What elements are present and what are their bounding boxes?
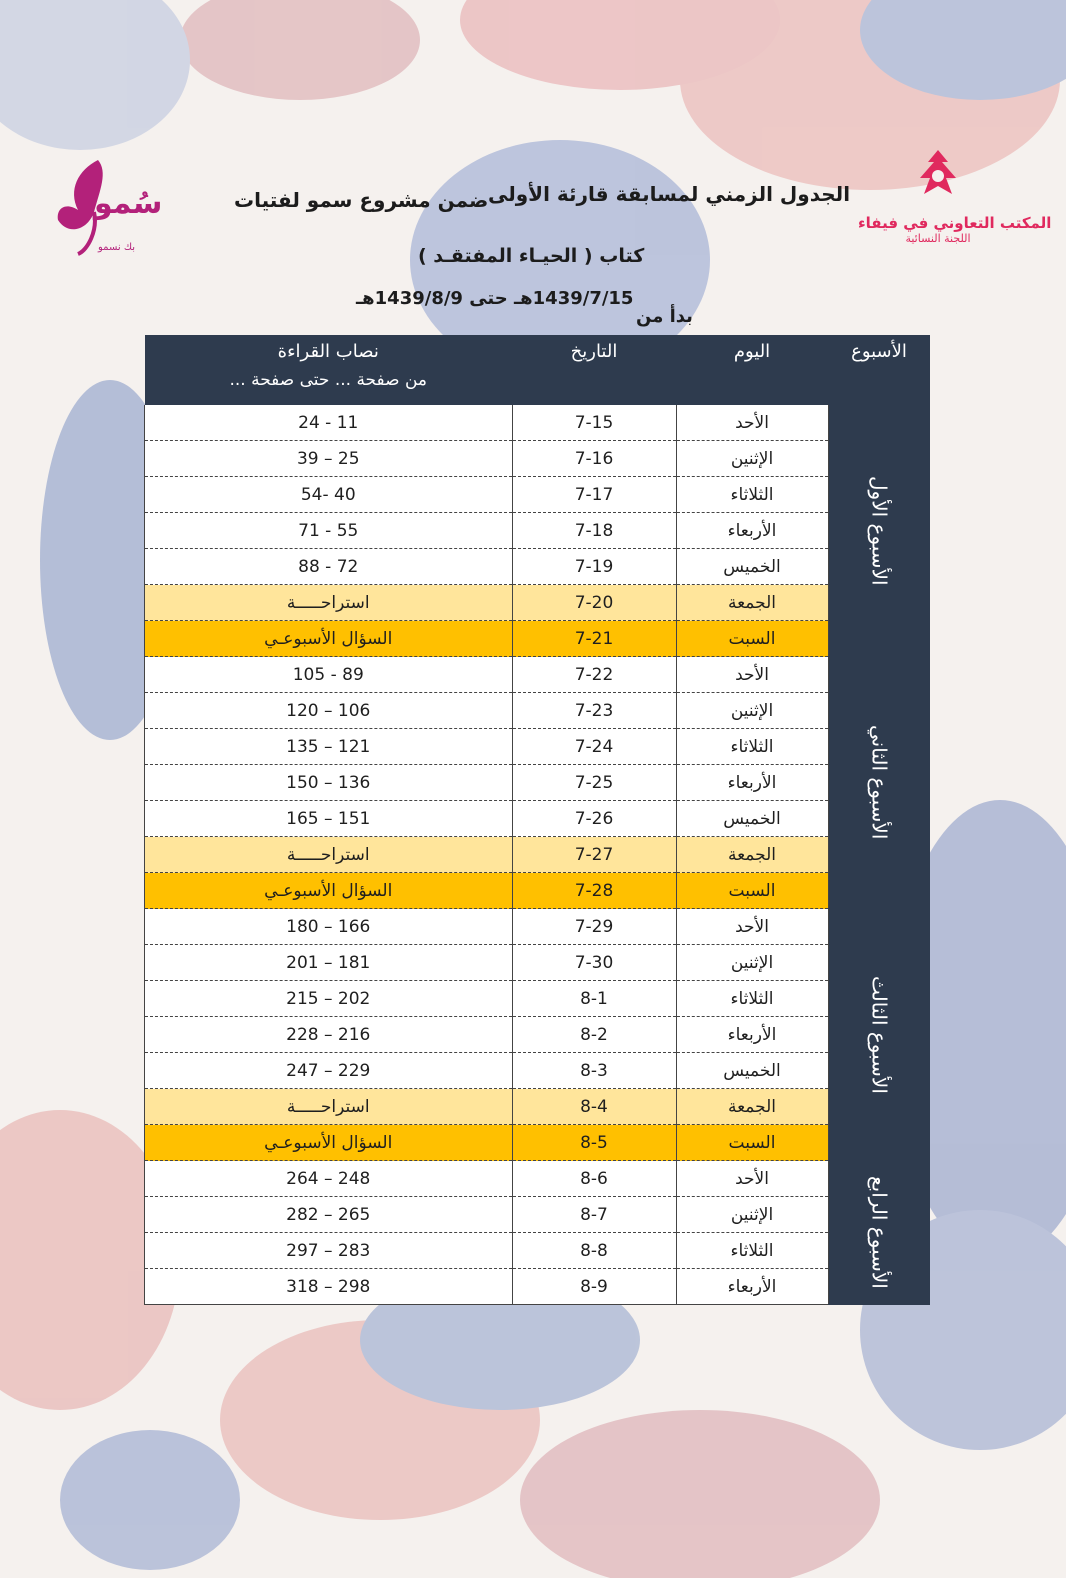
- day-cell: الجمعة: [676, 585, 828, 621]
- project-brand: سُمو: [94, 186, 163, 221]
- pages-cell: 298 – 318: [145, 1269, 513, 1305]
- table-row: [145, 405, 931, 441]
- page-title-continued: ضمن مشروع سمو لفتيات: [234, 188, 489, 212]
- table-row: [145, 873, 931, 909]
- date-cell: 7-29: [512, 909, 676, 945]
- table-row: [145, 477, 931, 513]
- pages-cell: 151 – 165: [145, 801, 513, 837]
- date-cell: 8-6: [512, 1161, 676, 1197]
- table-row: [145, 1161, 931, 1197]
- pages-cell: 25 – 39: [145, 441, 513, 477]
- week-label-cell: [828, 657, 930, 909]
- header-pages-label: نصاب القراءة: [277, 341, 379, 362]
- table-row: [145, 765, 931, 801]
- pages-cell: 216 – 228: [145, 1017, 513, 1053]
- start-label: بدأ من: [636, 306, 693, 327]
- table-row: [145, 801, 931, 837]
- date-cell: 7-28: [512, 873, 676, 909]
- pages-cell: 55 - 71: [145, 513, 513, 549]
- day-cell: الثلاثاء: [676, 1233, 828, 1269]
- day-cell: الخميس: [676, 801, 828, 837]
- pages-cell: استراحـــــة: [145, 837, 513, 873]
- pages-cell: 166 – 180: [145, 909, 513, 945]
- pages-cell: استراحـــــة: [145, 585, 513, 621]
- date-cell: 8-1: [512, 981, 676, 1017]
- date-cell: 7-27: [512, 837, 676, 873]
- day-cell: الجمعة: [676, 837, 828, 873]
- date-cell: 7-26: [512, 801, 676, 837]
- day-cell: الأربعاء: [676, 765, 828, 801]
- date-cell: 8-5: [512, 1125, 676, 1161]
- organization-subtitle: اللجنة النسائية: [905, 232, 971, 245]
- date-cell: 7-22: [512, 657, 676, 693]
- table-row: [145, 1125, 931, 1161]
- table-row: [145, 585, 931, 621]
- date-cell: 7-21: [512, 621, 676, 657]
- day-cell: الخميس: [676, 549, 828, 585]
- pages-cell: 202 – 215: [145, 981, 513, 1017]
- organization-logo: [858, 148, 1052, 258]
- table-row: [145, 1089, 931, 1125]
- week-label-cell: [828, 1161, 930, 1305]
- day-cell: الثلاثاء: [676, 477, 828, 513]
- pages-cell: 89 - 105: [145, 657, 513, 693]
- pages-cell: 40 -54: [145, 477, 513, 513]
- project-tagline: بك نسمو: [98, 242, 136, 253]
- day-cell: السبت: [676, 621, 828, 657]
- day-cell: السبت: [676, 873, 828, 909]
- table-row: [145, 1269, 931, 1305]
- date-range: 1439/7/15هـ حتى 1439/8/9هـ: [356, 288, 634, 309]
- date-cell: 7-24: [512, 729, 676, 765]
- date-cell: 7-30: [512, 945, 676, 981]
- day-cell: الأربعاء: [676, 513, 828, 549]
- day-cell: الأحد: [676, 657, 828, 693]
- date-cell: 7-20: [512, 585, 676, 621]
- pages-cell: 283 – 297: [145, 1233, 513, 1269]
- date-cell: 7-25: [512, 765, 676, 801]
- header-pages-sublabel: من صفحة ... حتى صفحة ...: [229, 370, 428, 390]
- pages-cell: 121 – 135: [145, 729, 513, 765]
- header-day: اليوم: [676, 335, 828, 405]
- day-cell: الأحد: [676, 909, 828, 945]
- week-label-cell: [828, 909, 930, 1161]
- table-row: [145, 549, 931, 585]
- table-row: [145, 657, 931, 693]
- organization-name: المكتب التعاوني في فيفاء: [858, 214, 1052, 232]
- day-cell: السبت: [676, 1125, 828, 1161]
- day-cell: الجمعة: [676, 1089, 828, 1125]
- day-cell: الإثنين: [676, 693, 828, 729]
- date-cell: 7-17: [512, 477, 676, 513]
- date-cell: 7-19: [512, 549, 676, 585]
- day-cell: الثلاثاء: [676, 981, 828, 1017]
- header-week: الأسبوع: [828, 335, 930, 405]
- pages-cell: 248 – 264: [145, 1161, 513, 1197]
- table-row: [145, 729, 931, 765]
- table-row: [145, 909, 931, 945]
- day-cell: الأربعاء: [676, 1017, 828, 1053]
- pages-cell: استراحـــــة: [145, 1089, 513, 1125]
- table-row: [145, 945, 931, 981]
- pages-cell: 229 – 247: [145, 1053, 513, 1089]
- pages-cell: 136 – 150: [145, 765, 513, 801]
- date-cell: 7-16: [512, 441, 676, 477]
- pages-cell: 181 – 201: [145, 945, 513, 981]
- table-row: [145, 1233, 931, 1269]
- table-row: [145, 513, 931, 549]
- pages-cell: السؤال الأسبوعـي: [145, 873, 513, 909]
- week-label: الأسبوع الأول: [867, 475, 892, 586]
- organization-emblem-icon: [912, 148, 964, 204]
- week-label: الأسبوع الثاني: [867, 725, 892, 840]
- header-pages: [145, 335, 513, 405]
- pages-cell: السؤال الأسبوعـي: [145, 621, 513, 657]
- pages-cell: السؤال الأسبوعـي: [145, 1125, 513, 1161]
- date-cell: 7-15: [512, 405, 676, 441]
- date-cell: 8-2: [512, 1017, 676, 1053]
- date-cell: 7-23: [512, 693, 676, 729]
- day-cell: الإثنين: [676, 945, 828, 981]
- table-row: [145, 837, 931, 873]
- date-cell: 7-18: [512, 513, 676, 549]
- table-row: [145, 693, 931, 729]
- day-cell: الثلاثاء: [676, 729, 828, 765]
- week-label-cell: [828, 405, 930, 657]
- table-row: [145, 621, 931, 657]
- day-cell: الأحد: [676, 405, 828, 441]
- day-cell: الخميس: [676, 1053, 828, 1089]
- pages-cell: 72 - 88: [145, 549, 513, 585]
- week-label: الأسبوع الثالث: [867, 975, 892, 1094]
- page-title: الجدول الزمني لمسابقة قارئة الأولى: [488, 182, 851, 206]
- date-cell: 8-9: [512, 1269, 676, 1305]
- table-row: [145, 981, 931, 1017]
- day-cell: الأحد: [676, 1161, 828, 1197]
- table-row: [145, 1197, 931, 1233]
- day-cell: الإثنين: [676, 1197, 828, 1233]
- reading-schedule-table: [144, 335, 930, 1305]
- date-cell: 8-7: [512, 1197, 676, 1233]
- table-row: [145, 1053, 931, 1089]
- week-label: الأسبوع الرابع: [867, 1176, 892, 1289]
- table-row: [145, 441, 931, 477]
- day-cell: الإثنين: [676, 441, 828, 477]
- header-date: التاريخ: [512, 335, 676, 405]
- date-cell: 8-8: [512, 1233, 676, 1269]
- date-cell: 8-4: [512, 1089, 676, 1125]
- pages-cell: 265 – 282: [145, 1197, 513, 1233]
- table-row: [145, 1017, 931, 1053]
- project-logo: [40, 150, 163, 265]
- table-header-row: [145, 335, 931, 405]
- pages-cell: 11 - 24: [145, 405, 513, 441]
- day-cell: الأربعاء: [676, 1269, 828, 1305]
- date-cell: 8-3: [512, 1053, 676, 1089]
- book-title: كتاب ( الحيـاء المفتقـد ): [418, 245, 645, 267]
- pages-cell: 106 – 120: [145, 693, 513, 729]
